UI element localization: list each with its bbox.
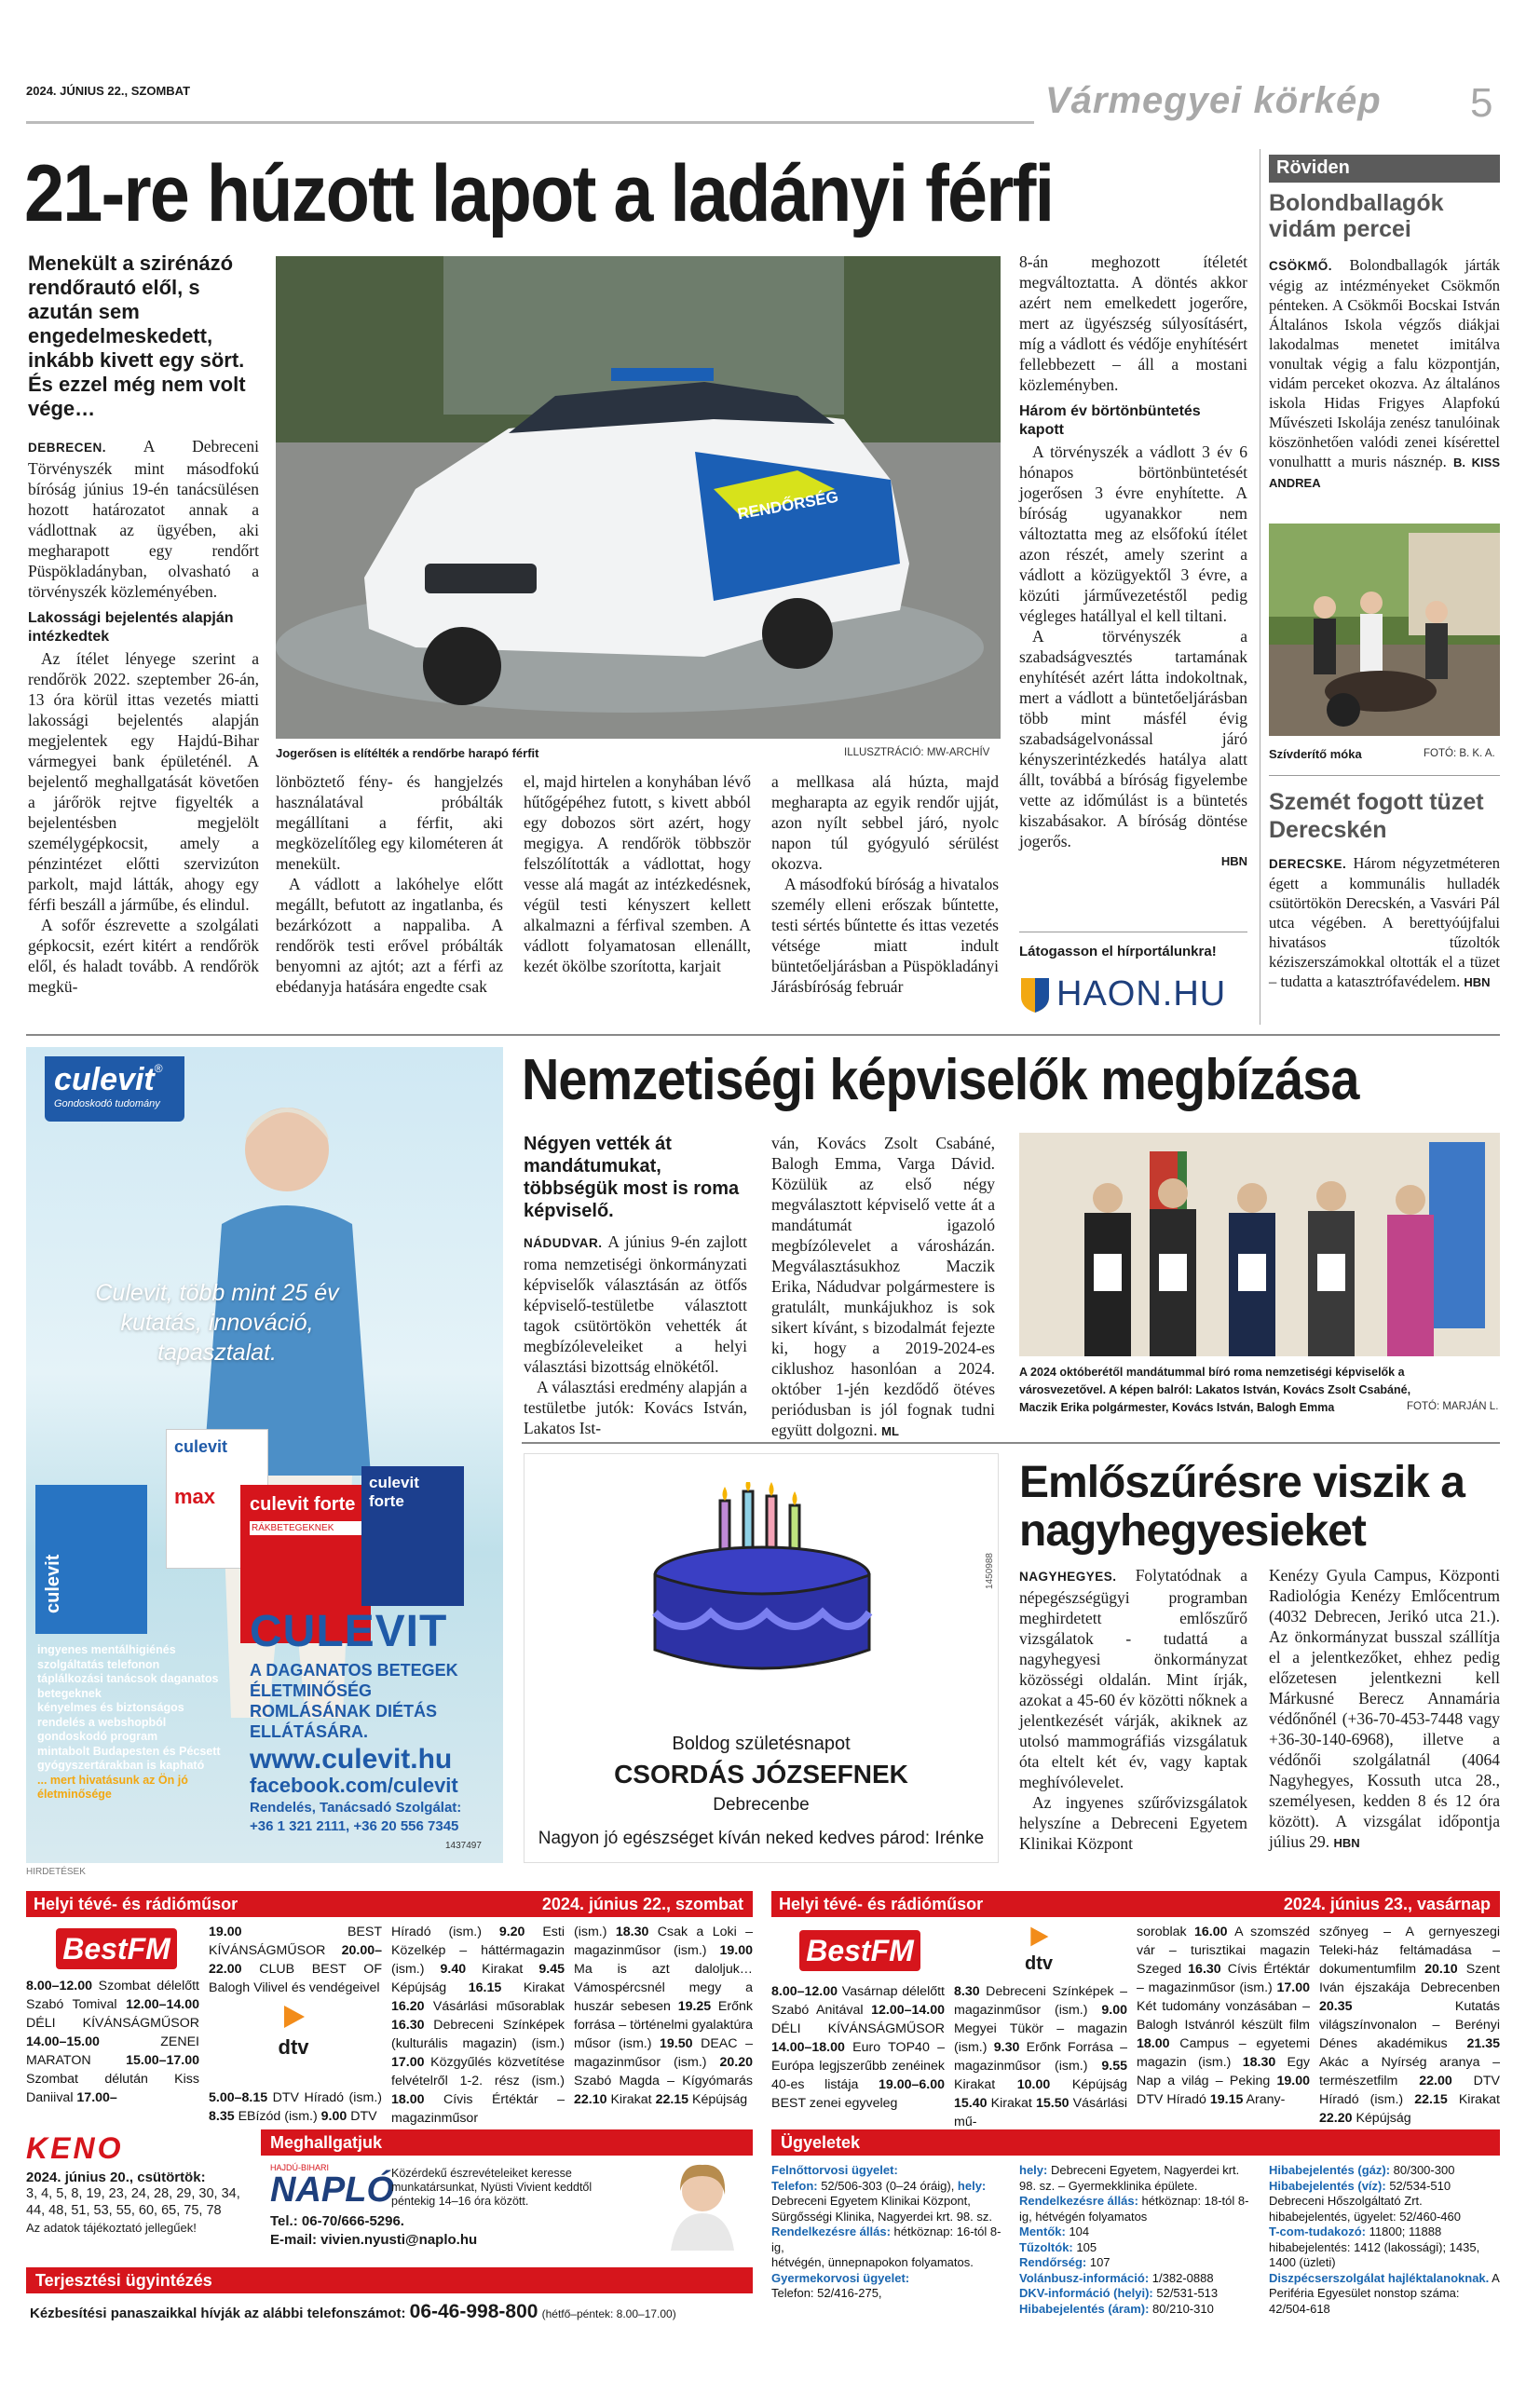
main-col-2	[276, 771, 503, 997]
sidebar-h2: Szemét fogott tüzet Derecskén	[1269, 789, 1484, 843]
tv-right-col-3: soroblak 16.00 A szomszéd vár – turisztikai magazin Szeged 16.30 Cívis Értéktár – magazinműsor (ism.) 17.00 Két tudomány vonzásában – Balogh Istvánról készült film 18.00 Campus – egyetemi magazin (ism.) 18.30 Egy Nap a világ – Peking 19.00 DTV Híradó 19.15 Arany-	[1137, 1925, 1310, 2107]
nemz-col-1	[524, 1133, 747, 1438]
nemz-photo	[1019, 1133, 1500, 1356]
main-col-3	[524, 771, 751, 976]
terjesztes-text: Kézbesítési panaszaikkal hívják az alábbi telefonszámot:	[30, 2306, 406, 2321]
sidebar-photo-credit: FOTÓ: B. K. A.	[1424, 748, 1495, 759]
main-c5b: A törvényszék a vádlott 3 év 6 hónapos börtönbüntetését jogerősen 3 évre enyhítette. A bíróság ugyanakkor nem változtatta meg az elsőfokú ítélet azon részét, amely szerint a vádlott a közügyektől 3 évre, a közúti járművezetéstől pedig végleges hatállyal el kell tiltani.	[1019, 442, 1247, 625]
haon-label: Látogasson el hírportálunkra!	[1019, 944, 1217, 959]
main-c4b: A másodfokú bíróság a hivatalos személy elleni erőszak bűntette, testi sértés bűntette és ittas vezetés vétsége miatt indult büntetőeljárásban a Püspökladányi Járásbíróság február	[771, 875, 999, 996]
sidebar-p2: Három négyzetméteren égett a kommunális hulladék csütörtökön Derecskén, a Vasvári Pál utca végében. A berettyóújfalui hivatásos tűzoltók kéziszerszámokkal oltották el a tüzet – tudatta a katasztrófavédelem.	[1269, 854, 1500, 990]
tv-left-col-2b: 5.00–8.15 DTV Híradó (ism.) 8.35 EBízód (ism.) 9.00 DTV	[209, 2090, 382, 2124]
haon-shield-icon	[1019, 976, 1051, 1014]
main-col-1	[28, 252, 259, 997]
nemz-credit: FOTÓ: MARJÁN L.	[1407, 1401, 1499, 1412]
dtv-play-icon	[279, 2003, 307, 2031]
main-c2b: A vádlott a lakóhelye előtt megállt, befutott az ingatlanba, és bezárkózott a nappaliba. A rendőrök testi erővel próbálták benyomni az ajtót; azt a férfi az ebédanyja hatására engedte csak	[276, 875, 503, 996]
tv-right-bestfm-logo: BestFM	[799, 1930, 920, 1971]
sidebar-brief-1	[1269, 190, 1500, 493]
naplo-logo	[270, 2163, 394, 2208]
birthday-cake-image	[646, 1482, 879, 1687]
sidebar-brief-2	[1269, 788, 1500, 992]
keno-logo: KENO	[26, 2131, 124, 2165]
nemz-c2: ván, Kovács Zsolt Csabáné, Balogh Emma, Varga Dávid. Közülük az első négy megválasztott képviselő vette át a mandátumát igazoló megbízólevelet a városházán. Megválasztásukhoz Maczik Erika, Nádudvar polgármestere is gratulált, munkájukhoz is sok sikert kívánt, s bizodalmát fejezte ki, hogy a 2019-2024-es ciklushoz hasonlóan a 2024. október 1-jén kezdődő ötéves periódusban is jól fognak tudni együtt dolgozni.	[771, 1134, 995, 1439]
tv-left-date: 2024. június 22., szombat	[541, 1895, 743, 1913]
section-rule-2	[522, 1442, 1500, 1444]
product-box-1-name: culevit	[174, 1437, 228, 1456]
bullet-4: gondoskodó program	[37, 1730, 158, 1743]
main-c5c: A törvényszék a szabadságvesztés tartamának enyhítését azért látta indokoltnak, mert a vádlott a büntetőeljárásban több mint másfél évig szabadságelvonással járó kényszerintézkedés hatálya alatt állt, továbbá a bíróság figyelembe vette az időmúlást is a büntetés kiszabásakor. A bíróság döntése jogerős.	[1019, 627, 1247, 850]
tv-left-col-1: 8.00–12.00 Szombat délelőtt Szabó Tomival 12.00–14.00 DÉLI KÍVÁNSÁGMŰSOR 14.00–15.00 ZENEI MARATON 15.00–17.00 Szombat délután Kiss Daniival 17.00–	[26, 1979, 199, 2105]
meghallgatjuk-bar: Meghallgatjuk	[261, 2129, 753, 2156]
terjesztes-phone: 06-46-998-800	[409, 2301, 538, 2322]
bullet-2: táplálkozási tanácsok daganatos betegeknek	[37, 1672, 219, 1700]
ugyeletek-col-1: Felnőttorvosi ügyelet: Telefon: 52/506-303 (0–24 óráig), hely: Debreceni Egyetem Klinikai Központ, Sürgősségi Klinika, Nagyerdei krt. 98. sz. Rendelkezésre állás: hétköznap: 16-tól 8-ig, hétvégén, ünnepnapokon folyamatos. Gyermekorvosi ügyelet: Telefon: 52/416-275,	[771, 2163, 1001, 2300]
emlo-sig: HBN	[1333, 1836, 1360, 1850]
section-rule-1	[26, 1034, 1500, 1036]
nemz-sig: ML	[881, 1424, 899, 1438]
hirdetesek-label: HIRDETÉSEK	[26, 1867, 86, 1877]
main-c4: a mellkasa alá húzta, majd megharapta az egyik rendőr ujját, azon nyílt sebbel járó, nyolc napon túl gyógyuló sérülést okozva.	[771, 772, 999, 873]
sidebar-p1: Bolondballagók járták végig az intézményeket Csökmőn pénteken. A Csökmői Bocskai István Általános Iskola végzős diákjai lakodalmas menetet imitálva vonultak végig a falu központján, vidám perceket okozva. Az általános iskola Hidas Frigyes Alapfokú Művészeti Iskolája zenész tanulóinak köszönhetően valódi zenei kísérettel vonulhattt a muris násznép.	[1269, 256, 1501, 470]
tv-left-dtv-logo	[252, 2003, 335, 2059]
birthday-ad	[524, 1453, 999, 1863]
keno-note: Az adatok tájékoztató jellegűek!	[26, 2221, 197, 2235]
culevit-fb[interactable]: facebook.com/culevit	[250, 1774, 458, 1797]
birthday-line-3: Debrecenbe	[713, 1795, 810, 1815]
sidebar-dateline-1: CSÖKMŐ.	[1269, 259, 1333, 273]
product-box-1-sub: max	[174, 1485, 216, 1508]
haon-logo-text: HAON.HU	[1056, 974, 1227, 1014]
dtv-play-icon-2	[1027, 1925, 1051, 1949]
sidebar-h1: Bolondballagók vidám percei	[1269, 190, 1444, 242]
culevit-logo-box	[45, 1056, 184, 1122]
terjesztes-hours: (hétfő–péntek: 8.00–17.00)	[541, 2307, 676, 2320]
product-box-3-sub: RÁKBETEGEKNEK	[250, 1521, 361, 1535]
keno-date: 2024. június 20., csütörtök:	[26, 2170, 206, 2185]
terjesztes-row	[30, 2301, 753, 2323]
main-p1: A Debreceni Törvényszék mint másodfokú bíróság június 19-én tanácsülésen hozott határozatot annak a vádlottnak az ügyében, aki megharapott egy rendőrt Püspökladányban, olvasható a törvényszék közleményében.	[28, 437, 259, 601]
birthday-adcode: 1450988	[984, 1553, 995, 1589]
bullet-3: kényelmes és biztonságos rendelés a webshopból	[37, 1701, 184, 1729]
nemz-col-2	[771, 1133, 995, 1442]
naplo-logo-small: HAJDÚ-BIHARI	[270, 2163, 330, 2172]
bullet-7: ... mert hivatásunk az Ön jó életminősége	[37, 1773, 188, 1801]
main-p3: A sofőr észrevette a szolgálati gépkocsit, ezért kitért a rendőrök elől, és haladt tovább. A rendőrök megkü-	[28, 916, 259, 996]
culevit-ad[interactable]	[26, 1047, 503, 1863]
nemz-headline: Nemzetiségi képviselők megbízása	[522, 1048, 1359, 1112]
nemz-p2: A választási eredmény alapján a testületbe jutók: Kovács István, Lakatos Ist-	[524, 1378, 747, 1437]
tv-right-col-2: 8.30 Debreceni Színképek – magazinműsor (ism.) 9.00 Megyei Tükör – magazin (ism.) 9.30 Erőnk Forrása – magazinműsor (ism.) 9.55 Kirakat 10.00 Képújság 15.40 Kirakat 15.50 Vásárlási mű-	[954, 1984, 1128, 2129]
main-lead: Menekült a szirénázó rendőrautó elől, s azután sem engedelmeskedett, inkább kivett egy sört. És ezzel még nem volt vége…	[28, 252, 246, 420]
ugyeletek-bar: Ügyeletek	[771, 2129, 1500, 2156]
birthday-line-2: CSORDÁS JÓZSEFNEK	[614, 1760, 908, 1789]
culevit-slogan: Culevit, több mint 25 év kutatás, innováció, tapasztalat.	[95, 1280, 339, 1366]
nemz-dateline: NÁDUDVAR.	[524, 1236, 603, 1250]
main-headline: 21-re húzott lapot a ladányi férfi	[24, 149, 1054, 238]
main-col-5	[1019, 252, 1247, 872]
header-rule	[26, 121, 1034, 124]
main-col-4	[771, 771, 999, 997]
culevit-contact-label: Rendelés, Tanácsadó Szolgálat:	[250, 1800, 462, 1816]
section-title: Vármegyei körkép	[1045, 80, 1382, 121]
product-box-4-name: culevit forte	[369, 1474, 419, 1510]
naplo-logo-text: NAPLÓ	[270, 2170, 394, 2210]
meghallgatjuk-tel: Tel.: 06-70/666-5296.	[270, 2213, 404, 2229]
culevit-big: CULEVIT	[250, 1607, 448, 1656]
police-car-photo	[276, 256, 1001, 739]
culevit-big-sub: A DAGANATOS BETEGEK ÉLETMINŐSÉG ROMLÁSÁNAK DIÉTÁS ELLÁTÁSÁRA.	[250, 1661, 458, 1741]
ugyeletek-col-2: hely: Debreceni Egyetem, Nagyerdei krt. 98. sz. – Gyermekklinika épülete. Rendelkezésre állás: hétköznap: 18-tól 8-ig, hétvégén folyamatos Mentők: 104 Tűzoltók: 105 Rendőrség: 107 Volánbusz-információ: 1/382-0888 DKV-információ (helyi): 52/531-513 Hibabejelentés (áram): 80/210-310	[1019, 2163, 1249, 2316]
emlo-p1: Folytatódnak a népegészségügyi programban meghirdetett emlőszűrő vizsgálatok - tudattá a nagyhegyesi önkormányzat közösségi oldalán. Mint írják, azokat a 45-60 év közötti nőknek a jelentkezését várják, akiknek az utolsó mammográfiás vizsgálatuk óta eltelt két év, vagy kaptak meghívólevelet.	[1019, 1566, 1247, 1791]
bullet-1: ingyenes mentálhigiénés szolgáltatás telefonon	[37, 1643, 176, 1671]
culevit-tagline: Gondoskodó tudomány	[54, 1098, 160, 1109]
tv-right-dtv-logo	[1006, 1925, 1071, 1980]
tv-left-col-4: (ism.) 18.30 Csak a Loki – magazinműsor (ism.) 19.00 Ma is azt daloljuk… Vámospércsnél megy a huszár sebesen 19.25 Erőnk forrása – történelmi gyalaktúra műsor (ism.) 19.50 DEAC – magazinműsor (ism.) 20.20 Szabó Magda – Kígyómarás 22.10 Kirakat 22.15 Képújság	[574, 1925, 753, 2107]
culevit-adcode: 1437497	[445, 1841, 482, 1851]
sidebar-dateline-2: DERECSKE.	[1269, 857, 1347, 871]
nemz-caption: A 2024 októberétől mandátummal bíró roma nemzetiségi képviselők a városvezetővel. A képen balról: Lakatos István, Kovács Zsolt Csabáné, Maczik Erika polgármester, Kovács István, Balogh Emma	[1019, 1366, 1411, 1414]
tv-right-bar	[771, 1891, 1500, 1917]
culevit-logo: culevit	[54, 1062, 155, 1097]
main-photo-caption: Jogerősen is elítélték a rendőrbe harapó férfit	[276, 746, 539, 760]
product-box-4	[361, 1466, 464, 1606]
sidebar-sig-2: HBN	[1464, 975, 1491, 989]
emlo-col-2	[1269, 1565, 1500, 1854]
meghallgatjuk-text: Közérdekű észrevételeiket keresse munkatársunkat, Nyüsti Vivient keddtől péntekig 14–16 óra között.	[391, 2167, 593, 2208]
haon-banner[interactable]	[1019, 969, 1247, 1020]
emlo-dateline: NAGYHEGYES.	[1019, 1570, 1117, 1584]
tv-right-col-4: szőnyeg – A gernyeszegi Teleki-ház feltámadása – dokumentumfilm 20.10 Szent Iván éjszakája Debrecenben 20.35 Kutatás világszínvonalon – Berényi Dénes akadémikus 21.35 Akác a Nyírség aranya – természetfilm 22.00 DTV Híradó (ism.) 22.15 Kirakat 22.20 Képújság	[1319, 1925, 1500, 2126]
header-date: 2024. JÚNIUS 22., SZOMBAT	[26, 84, 191, 98]
sidebar-sig-1: B. KISS ANDREA	[1269, 456, 1500, 490]
tv-left-bar	[26, 1891, 753, 1917]
nemz-p1: A június 9-én zajlott roma nemzetiségi önkormányzati képviselők választásán az ötfős képviselő-testületbe választott tagok csütörtökön vehették át megbízóleveleiket a helyi választási bizottság elnökétől.	[524, 1232, 747, 1376]
main-c3: el, majd hirtelen a konyhában lévő hűtőgépéhez futott, s kivett abból egy dobozos sört azért, hogy megigya. A rendőrök többször felszólították a vádlottat, hogy vesse alá magát az intézkedésnek, végül testi kényszert kellett alkalmazni a férfival szemben. A vádlott folyamatosan ellenállt, kezét ökölbe szorította, karjait	[524, 772, 751, 975]
sidebar-divider	[1269, 775, 1500, 776]
dateline: DEBRECEN.	[28, 441, 107, 455]
emlo-headline: Emlőszűrésre viszik a nagyhegyesieket	[1019, 1458, 1465, 1556]
sidebar-photo-caption: Szívderítő móka	[1269, 747, 1362, 761]
ugyeletek-col-3: Hibabejelentés (gáz): 80/300-300 Hibabejelentés (víz): 52/534-510 Debreceni Hőszolgáltató Zrt. hibabejelentés, ügyelet: 52/460-460 T-com-tudakozó: 11800; 11888 hibabejelentés: 1412 (lakossági); 1435, 1400 (üzleti) Diszpécserszolgálat hajléktalanoknak. A Periféria Egyesület nonstop száma: 42/504-618	[1269, 2163, 1500, 2316]
tv-left-dtv-text: dtv	[278, 2035, 309, 2059]
tv-left-bestfm-logo: BestFM	[56, 1928, 177, 1969]
product-box-2-name: culevit	[43, 1554, 63, 1613]
tv-right-date: 2024. június 23., vasárnap	[1283, 1895, 1491, 1913]
tv-right-label: Helyi tévé- és rádióműsor	[779, 1895, 984, 1913]
keno-numbers: 3, 4, 5, 8, 19, 23, 24, 28, 29, 30, 34, 44, 48, 51, 53, 55, 60, 65, 75, 78	[26, 2186, 240, 2218]
sidebar-label: Röviden	[1269, 155, 1500, 183]
main-c5: 8-án meghozott ítéletét megváltoztatta. A döntés akkor azért nem emelkedett jogerőre, mert az ügyészség súlyosításért, míg a vádlott és védője enyhítésért fellebbezett – áll a mostani közleményben.	[1019, 252, 1247, 394]
tv-right-col-1: 8.00–12.00 Vasárnap délelőtt Szabó Anitával 12.00–14.00 DÉLI KÍVÁNSÁGMŰSOR 14.00–18.00 Euro TOP40 – Európa legjszerűbb zenéinek 40-es listája 19.00–6.00 BEST zenei egyveleg	[771, 1984, 945, 2111]
tv-left-col-3: Híradó (ism.) 9.20 Esti Közelkép – háttérmagazin (ism.) 9.40 Kirakat 9.45 Képújság 16.15 Kirakat 16.20 Vásárlási műsorablak 16.30 Debreceni Színképek (kulturális magazin) (ism.) 17.00 Közgyűlés közvetítése felvételről 1-2. rész (ism.) 18.00 Cívis Értéktár – magazinműsor	[391, 1925, 565, 2126]
culevit-contact: +36 1 321 2111, +36 20 556 7345	[250, 1818, 459, 1834]
birthday-line-1: Boldog születésnapot	[672, 1734, 851, 1754]
tv-right-dtv-text: dtv	[1025, 1953, 1053, 1974]
product-box-2	[35, 1485, 147, 1634]
main-p2: Az ítélet lényege szerint a rendőrök 2022. szeptember 26-án, 13 óra körül ittas vezetés miatti lakossági bejelentés alapján megjelentek egy Hajdú-Bihar vármegyei bank épületénél. A bejelentő meghallgatását követően a járőrök rejtve figyelték a bejelentésben megjelölt személygépkocsit, amely a pénzintézet előtti szervizúton parkolt, majd látták, ahogy egy férfi beszáll a járműbe, és elindul.	[28, 649, 259, 914]
main-c2: lönböztető fény- és hangjelzés használatával próbálták megállítani a férfit, aki megközelítőleg egy kilométeren át menekült.	[276, 772, 503, 873]
nemz-lead: Négyen vették át mandátumukat, többségük most is roma képviselő.	[524, 1134, 740, 1221]
main-signature: HBN	[1220, 854, 1247, 868]
culevit-bullets	[37, 1643, 228, 1803]
car-lettering: RENDŐRSÉG	[736, 487, 840, 524]
emlo-c2: Kenézy Gyula Campus, Központi Radiológia Kenézy Emlőcentrum (4032 Debrecen, Jerikó utca 21.). Az önkormányzat busszal szállítja el a jelentkezőket, ehhez pedig előzetesen jelentkezni kell Márkusné Berecz Annamária védőnőnél (+36-70-453-7448 vagy +36-30-140-6968), illetve a védőnői szolgálatnál (4064 Nagyhegyes, Kossuth utca 28., személyesen, kedden 8 és 12 óra között). A vizsgálat időpontja július 29.	[1269, 1566, 1500, 1851]
main-subhead-2: Három év börtönbüntetés kapott	[1019, 403, 1201, 438]
bullet-5: mintabolt Budapesten és Pécsett	[37, 1744, 221, 1758]
main-photo-credit: ILLUSZTRÁCIÓ: MW-ARCHÍV	[844, 747, 990, 758]
sidebar-photo	[1269, 524, 1500, 736]
tv-left-col-2a: 19.00 BEST KÍVÁNSÁGMŰSOR 20.00–22.00 CLUB BEST OF Balogh Vilivel és vendégeivel	[209, 1925, 382, 1995]
emlo-col-1	[1019, 1565, 1247, 1854]
bullet-6: gyógyszertárakban is kapható	[37, 1759, 205, 1772]
contact-person-photo	[652, 2157, 753, 2251]
page-number: 5	[1470, 80, 1493, 126]
culevit-url[interactable]: www.culevit.hu	[250, 1744, 453, 1775]
main-subhead-1: Lakossági bejelentés alapján intézkedtek	[28, 610, 234, 645]
birthday-line-4: Nagyon jó egészséget kíván neked kedves párod: Irénke	[538, 1829, 985, 1848]
culevit-reg: ®	[154, 1062, 163, 1075]
terjesztes-bar: Terjesztési ügyintézés	[26, 2267, 753, 2293]
emlo-p2: Az ingyenes szűrővizsgálatok helyszíne a Debreceni Egyetem Klinikai Központ	[1019, 1793, 1247, 1853]
meghallgatjuk-email[interactable]: E-mail: vivien.nyusti@naplo.hu	[270, 2232, 478, 2248]
keno-box	[26, 2131, 246, 2247]
tv-left-label: Helyi tévé- és rádióműsor	[34, 1895, 238, 1913]
product-box-3-name: culevit forte	[250, 1494, 356, 1515]
